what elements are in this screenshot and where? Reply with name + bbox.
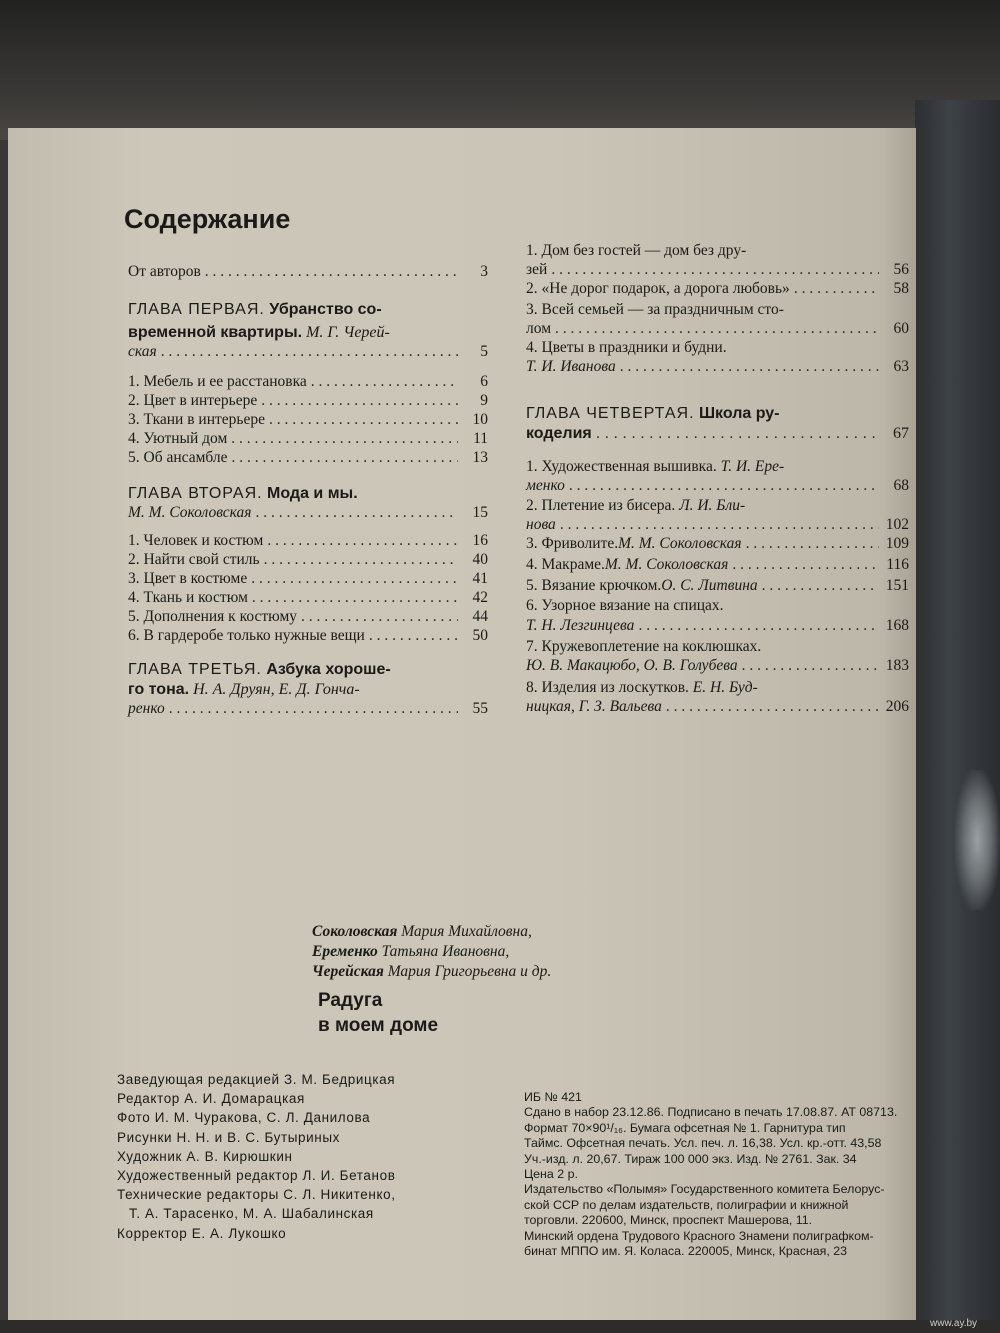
toc-entry-title: 4. Уютный дом: [128, 430, 228, 447]
credit-line: Фото И. М. Чуракова, С. Л. Данилова: [117, 1110, 371, 1126]
chapter-author: Н. А. Друян, Е. Д. Гонча-: [189, 681, 360, 698]
toc-entry-title: 3. Ткани в интерьере: [128, 411, 265, 428]
authors-list: [312, 922, 551, 982]
toc-entry-title: зей: [526, 261, 548, 278]
toc-leader: [369, 626, 458, 646]
credit-line: Редактор А. И. Домарацкая: [117, 1091, 305, 1107]
toc-entry-title: лом: [526, 320, 551, 337]
chapter-title: Азбука хороше-: [261, 661, 391, 678]
toc-entry-title: 3. Всей семьей — за праздничным сто-: [526, 301, 784, 318]
toc-page-number: 40: [472, 551, 488, 568]
toc-entry-title: 6. В гардеробе только нужные вещи: [128, 627, 365, 644]
credit-line: Художник А. В. Кирюшкин: [117, 1148, 293, 1164]
toc-entry-title: От авторов: [128, 263, 201, 280]
toc-chapter-heading-line: [128, 680, 360, 700]
toc-page-number: 13: [472, 449, 488, 466]
credit-line: Т. А. Тарасенко, М. А. Шабалинская: [129, 1206, 374, 1222]
chapter-label: ГЛАВА ВТОРАЯ.: [128, 485, 263, 502]
toc-leader: [746, 534, 879, 554]
toc-page-number: 183: [885, 657, 909, 674]
toc-entry: [526, 476, 909, 496]
author-surname: Еременко: [312, 943, 378, 960]
toc-leader: [205, 262, 458, 282]
toc-entry-title: 5. Вязание крючком.: [526, 577, 662, 594]
toc-leader: [252, 588, 458, 608]
toc-entry-author: О. С. Литвина: [661, 577, 758, 594]
book-title: [318, 988, 438, 1038]
toc-entry-title: 6. Узорное вязание на спицах.: [526, 597, 724, 614]
toc-page-number: 109: [885, 535, 909, 552]
toc-leader: [620, 357, 879, 377]
toc-entry: [526, 515, 909, 535]
toc-leader: [301, 607, 458, 627]
toc-chapter-heading: [128, 660, 391, 680]
imprint-line: бинат МППО им. Я. Коласа. 220005, Минск, Красная, 23: [524, 1244, 848, 1259]
toc-chapter-heading-line: [128, 323, 390, 343]
imprint-line: Минский ордена Трудового Красного Знамени полиграфком-: [524, 1228, 874, 1243]
facing-page-photo: [915, 100, 1000, 1333]
toc-page-number: 102: [885, 516, 909, 533]
toc-entry-line: [526, 678, 758, 698]
toc-page-number: 68: [893, 477, 909, 494]
toc-leader: [311, 372, 458, 392]
toc-page-number: 42: [472, 589, 488, 606]
toc-leader: [596, 424, 879, 444]
toc-page-number: 67: [893, 425, 909, 442]
chapter-title: Мода и мы.: [262, 485, 358, 502]
imprint-block: [524, 1090, 897, 1259]
toc-entry: [526, 616, 909, 636]
credit-line: Художественный редактор Л. И. Бетанов: [117, 1168, 396, 1184]
author-line: [312, 962, 551, 982]
toc-page-number: 16: [472, 532, 488, 549]
toc-leader: [269, 410, 458, 430]
toc-entry: [128, 699, 488, 719]
toc-entry-title: 1. Мебель и ее расстановка: [128, 373, 307, 390]
watermark-text: www.ay.by: [930, 1318, 978, 1329]
toc-page-number: 60: [893, 320, 909, 337]
toc-leader: [264, 550, 458, 570]
author-name: Татьяна Ивановна,: [377, 943, 510, 960]
toc-entry: [128, 372, 488, 392]
toc-page-number: 56: [893, 261, 909, 278]
toc-entry: [526, 357, 909, 377]
author-surname: Черейская: [312, 963, 384, 980]
toc-entry: [526, 279, 909, 299]
credits-block: [117, 1070, 396, 1243]
toc-entry-author: нова: [526, 516, 556, 533]
toc-entry: [128, 607, 488, 627]
toc-entry-title: 5. Дополнения к костюму: [128, 608, 298, 625]
toc-leader: [251, 569, 458, 589]
toc-entry: [128, 342, 488, 362]
toc-entry-title: 2. Найти свой стиль: [128, 551, 260, 568]
toc-leader: [742, 656, 879, 676]
toc-entry: [128, 503, 488, 523]
chapter-author: М. М. Соколовская: [128, 504, 252, 521]
credit-line: Заведующая редакцией З. М. Бедрицкая: [117, 1072, 396, 1087]
toc-entry-author: менко: [526, 477, 565, 494]
credit-line: Корректор Е. А. Лукошко: [117, 1225, 287, 1241]
toc-entry: [128, 569, 488, 589]
toc-entry: [128, 531, 488, 551]
toc-entry-author: Т. И. Иванова: [526, 358, 616, 375]
toc-entry: [526, 697, 909, 717]
chapter-title: Убранство со-: [264, 301, 382, 318]
author-name: Мария Михайловна,: [397, 923, 532, 940]
chapter-label: ГЛАВА ЧЕТВЕРТАЯ.: [526, 405, 695, 422]
toc-entry-line: [526, 496, 745, 516]
toc-entry: [128, 410, 488, 430]
toc-leader: [161, 342, 458, 362]
credit-line: Рисунки Н. Н. и В. С. Бутыриных: [117, 1129, 341, 1145]
toc-entry-author: Л. И. Бли-: [675, 497, 746, 514]
toc-leader: [560, 515, 879, 535]
toc-entry-title: 7. Кружевоплетение на коклюшках.: [526, 638, 762, 655]
toc-leader: [231, 429, 458, 449]
toc-entry: [128, 262, 488, 282]
toc-page-number: 6: [480, 373, 488, 390]
credit-line: Технические редакторы С. Л. Никитенко,: [117, 1187, 396, 1203]
toc-leader: [169, 699, 458, 719]
toc-entry-author: Т. Н. Лезгинцева: [526, 617, 635, 634]
toc-entry: [128, 448, 488, 468]
toc-entry-title: 1. Человек и костюм: [128, 532, 264, 549]
toc-entry-title: 1. Художественная вышивка.: [526, 458, 717, 475]
toc-page-number: 15: [472, 504, 488, 521]
toc-entry-title: 1. Дом без гостей — дом без дру-: [526, 242, 747, 259]
toc-entry-title: 4. Макраме.: [526, 556, 605, 573]
background-desk-bottom: [0, 1320, 1000, 1333]
toc-page-number: 5: [480, 343, 488, 360]
chapter-author: ская: [128, 343, 157, 360]
toc-entry: [128, 550, 488, 570]
book-title-line: Радуга: [318, 990, 383, 1011]
toc-entry-title: 4. Цветы в праздники и будни.: [526, 339, 727, 356]
toc-entry: [128, 429, 488, 449]
toc-entry-author: Т. И. Ере-: [716, 458, 785, 475]
author-surname: Соколовская: [312, 923, 398, 940]
toc-entry-title: 2. Цвет в интерьере: [128, 392, 258, 409]
toc-entry: [526, 424, 909, 444]
toc-entry: [526, 319, 909, 339]
toc-entry-title: 8. Изделия из лоскутков.: [526, 679, 689, 696]
imprint-line: ской ССР по делам издательств, полиграфии и книжной: [524, 1197, 849, 1212]
toc-entry: [128, 391, 488, 411]
toc-entry-title: 3. Фриволите.: [526, 535, 619, 552]
page-title: Содержание: [124, 204, 291, 234]
toc-leader: [666, 697, 879, 717]
toc-leader: [555, 319, 879, 339]
toc-leader: [794, 279, 879, 299]
chapter-author: М. Г. Черей-: [302, 324, 390, 341]
facing-page-highlight: [955, 770, 1000, 910]
toc-entry-author: Е. Н. Буд-: [688, 679, 758, 696]
chapter-title: временной квартиры.: [128, 324, 303, 341]
toc-leader: [732, 555, 879, 575]
imprint-line: Цена 2 р.: [524, 1167, 578, 1182]
toc-entry: [526, 534, 909, 554]
toc-entry-author: М. М. Соколовская: [604, 556, 729, 573]
toc-entry: [526, 656, 909, 676]
toc-page-number: 41: [472, 570, 488, 587]
toc-leader: [551, 260, 879, 280]
imprint-line: Формат 70×90¹/₁₆. Бумага офсетная № 1. Гарнитура тип: [524, 1120, 846, 1135]
toc-page-number: 50: [472, 627, 488, 644]
chapter-title: Школа ру-: [694, 405, 780, 422]
toc-entry-author: М. М. Соколовская: [618, 535, 742, 552]
book-title-line: в моем доме: [318, 1015, 439, 1036]
toc-page-number: 116: [886, 556, 909, 573]
toc-leader: [232, 448, 458, 468]
toc-page-number: 3: [480, 263, 488, 280]
chapter-label: ГЛАВА ПЕРВАЯ.: [128, 301, 265, 318]
chapter-title: коделия: [526, 425, 592, 442]
imprint-line: торговли. 220600, Минск, проспект Машерова, 11.: [524, 1213, 813, 1228]
toc-leader: [569, 476, 879, 496]
author-name: Мария Григорьевна и др.: [383, 963, 552, 980]
imprint-line: Сдано в набор 23.12.86. Подписано в печать 17.08.87. АТ 08713.: [524, 1105, 898, 1120]
imprint-line: ИБ № 421: [524, 1090, 582, 1104]
toc-page-number: 9: [480, 392, 488, 409]
toc-entry-title: 2. «Не дорог подарок, а дорога любовь»: [526, 280, 790, 297]
author-line: [312, 942, 551, 962]
toc-entry-author: Ю. В. Макацюбо, О. В. Голубева: [526, 657, 738, 674]
toc-chapter-heading: [526, 404, 780, 424]
toc-entry: [526, 555, 909, 575]
toc-entry-title: 3. Цвет в костюме: [128, 570, 248, 587]
toc-leader: [255, 503, 458, 523]
toc-leader: [267, 531, 458, 551]
toc-chapter-heading: [128, 300, 382, 320]
imprint-line: Таймс. Офсетная печать. Усл. печ. л. 16,38. Усл. кр.-отт. 43,58: [524, 1136, 882, 1151]
toc-entry-line: [526, 457, 784, 477]
toc-chapter-heading: [128, 484, 358, 504]
chapter-title: го тона.: [128, 681, 190, 698]
toc-page-number: 151: [885, 577, 909, 594]
chapter-label: ГЛАВА ТРЕТЬЯ.: [128, 661, 262, 678]
toc-page-number: 168: [885, 617, 909, 634]
author-line: [312, 922, 551, 942]
toc-entry-author: ницкая, Г. З. Вальева: [526, 698, 662, 715]
toc-entry-title: 2. Плетение из бисера.: [526, 497, 676, 514]
toc-page-number: 10: [472, 411, 488, 428]
toc-entry: [526, 576, 909, 596]
toc-page-number: 11: [473, 430, 488, 447]
imprint-line: Уч.-изд. л. 20,67. Тираж 100 000 экз. Изд. № 2761. Зак. 34: [524, 1151, 857, 1166]
toc-entry: [128, 588, 488, 608]
toc-page-number: 206: [885, 698, 909, 715]
toc-leader: [638, 616, 879, 636]
chapter-author: ренко: [128, 700, 165, 717]
toc-entry-title: 4. Ткань и костюм: [128, 589, 248, 606]
toc-page-number: 55: [472, 700, 488, 717]
toc-page-number: 44: [472, 608, 488, 625]
toc-leader: [762, 576, 879, 596]
toc-entry: [128, 626, 488, 646]
toc-page-number: 63: [893, 358, 909, 375]
toc-page-number: 58: [893, 280, 909, 297]
background-desk: [0, 0, 1000, 140]
imprint-line: Издательство «Полымя» Государственного комитета Белорус-: [524, 1182, 885, 1197]
toc-entry: [526, 260, 909, 280]
toc-entry-title: 5. Об ансамбле: [128, 449, 228, 466]
toc-leader: [261, 391, 458, 411]
